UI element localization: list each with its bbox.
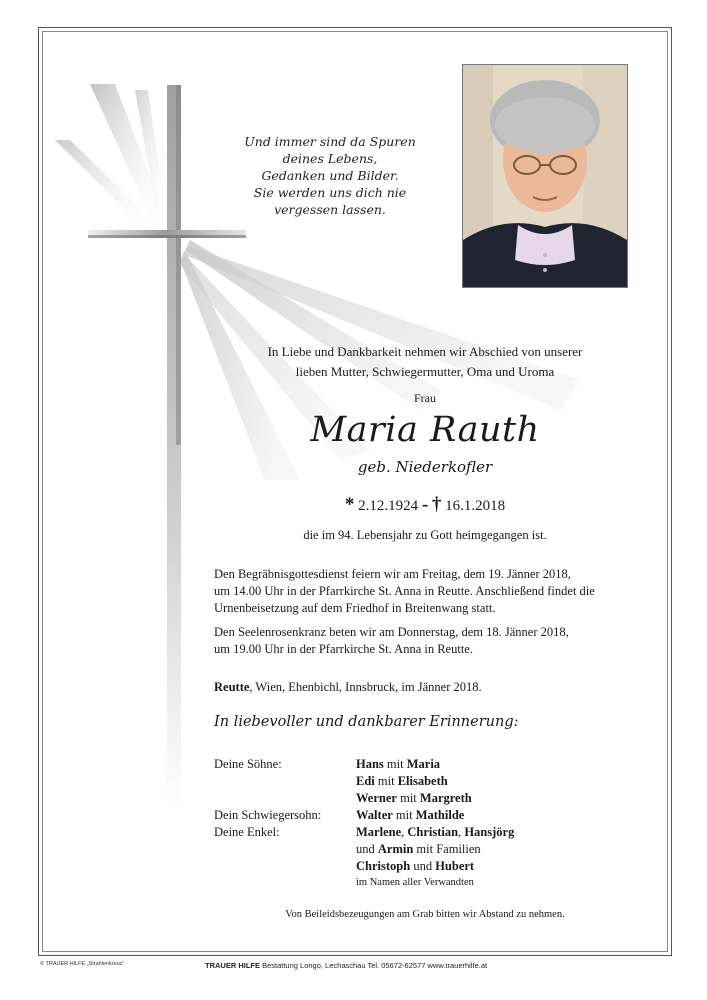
rosary-paragraph [214, 624, 644, 658]
family-name: Walter [356, 808, 393, 822]
son-in-law-label: Dein Schwiegersohn: [214, 808, 322, 822]
memorial-quote [235, 133, 425, 218]
place-date-line [214, 679, 644, 696]
birth-star-icon: * [344, 494, 355, 515]
place-town: Reutte [214, 680, 250, 694]
family-name: Hans [356, 757, 384, 771]
memory-heading: In liebevoller und dankbarer Erinnerung: [214, 714, 519, 730]
date-separator: - [421, 494, 429, 515]
relatives-note: im Namen aller Verwandten [356, 877, 474, 888]
connector: mit [386, 757, 404, 771]
connector: und [356, 842, 375, 856]
family-name: Edi [356, 774, 375, 788]
connector: und [413, 859, 433, 873]
family-name: Mathilde [415, 808, 465, 822]
quote-line: Und immer sind da Spuren [244, 134, 416, 149]
family-name: Christoph [356, 859, 411, 873]
funeral-paragraph [214, 566, 644, 617]
connector: mit [400, 791, 417, 805]
place-rest: , Wien, Ehenbichl, Innsbruck, im Jänner 2018. [249, 680, 482, 694]
death-date: 16.1.2018 [445, 498, 506, 514]
rosary-line: um 19.00 Uhr in der Pfarrkirche St. Anna in Reutte. [214, 642, 473, 656]
family-name: Maria [406, 757, 441, 771]
family-name: Hubert [435, 859, 475, 873]
family-name: Christian [407, 825, 459, 839]
footer-brand: TRAUER HILFE [205, 961, 260, 970]
family-name: Margreth [419, 791, 472, 805]
quote-line: vergessen lassen. [274, 202, 386, 217]
footer-credit [205, 961, 487, 970]
death-cross-icon: † [431, 494, 442, 515]
portrait-photo [462, 64, 628, 288]
family-name: Werner [356, 791, 397, 805]
deceased-name: Maria Rauth [310, 410, 540, 450]
salutation: Frau [414, 391, 436, 405]
intro-line: lieben Mutter, Schwiegermutter, Oma und Uroma [295, 364, 555, 379]
family-name: Elisabeth [397, 774, 448, 788]
family-name: Marlene [356, 825, 402, 839]
copyright-note: © TRAUER HILFE „Strahlenkreuz“ [40, 961, 125, 967]
age-statement: die im 94. Lebensjahr zu Gott heimgegangen ist. [303, 528, 547, 542]
rosary-line: Den Seelenrosenkranz beten wir am Donnerstag, dem 18. Jänner 2018, [214, 625, 569, 639]
sons-label: Deine Söhne: [214, 757, 282, 771]
family-name: Hansjörg [464, 825, 515, 839]
quote-line: Sie werden uns dich nie [253, 185, 407, 200]
life-dates [230, 494, 620, 516]
connector: mit [377, 774, 395, 788]
grandchildren-label: Deine Enkel: [214, 825, 280, 839]
funeral-line: Den Begräbnisgottesdienst feiern wir am Freitag, dem 19. Jänner 2018, [214, 567, 571, 581]
condolence-note: Von Beileidsbezeugungen am Grab bitten wir Abstand zu nehmen. [285, 909, 565, 920]
family-name: Armin [377, 842, 414, 856]
funeral-line: Urnenbeisetzung auf dem Friedhof in Breitenwang statt. [214, 601, 496, 615]
connector: mit [416, 842, 434, 856]
quote-line: deines Lebens, [282, 151, 378, 166]
funeral-line: um 14.00 Uhr in der Pfarrkirche St. Anna in Reutte. Anschließend findet die [214, 584, 595, 598]
quote-line: Gedanken und Bilder. [261, 168, 399, 183]
connector: mit [395, 808, 413, 822]
birth-date: 2.12.1924 [358, 498, 419, 514]
maiden-name: geb. Niederkofler [357, 458, 493, 476]
footer-contact: Bestattung Longo, Lechaschau Tel. 05672-62577 www.trauerhilfe.at [260, 961, 488, 970]
farewell-intro [230, 342, 620, 382]
intro-line: In Liebe und Dankbarkeit nehmen wir Abschied von unserer [267, 344, 583, 359]
families-text: Familien [436, 842, 481, 856]
